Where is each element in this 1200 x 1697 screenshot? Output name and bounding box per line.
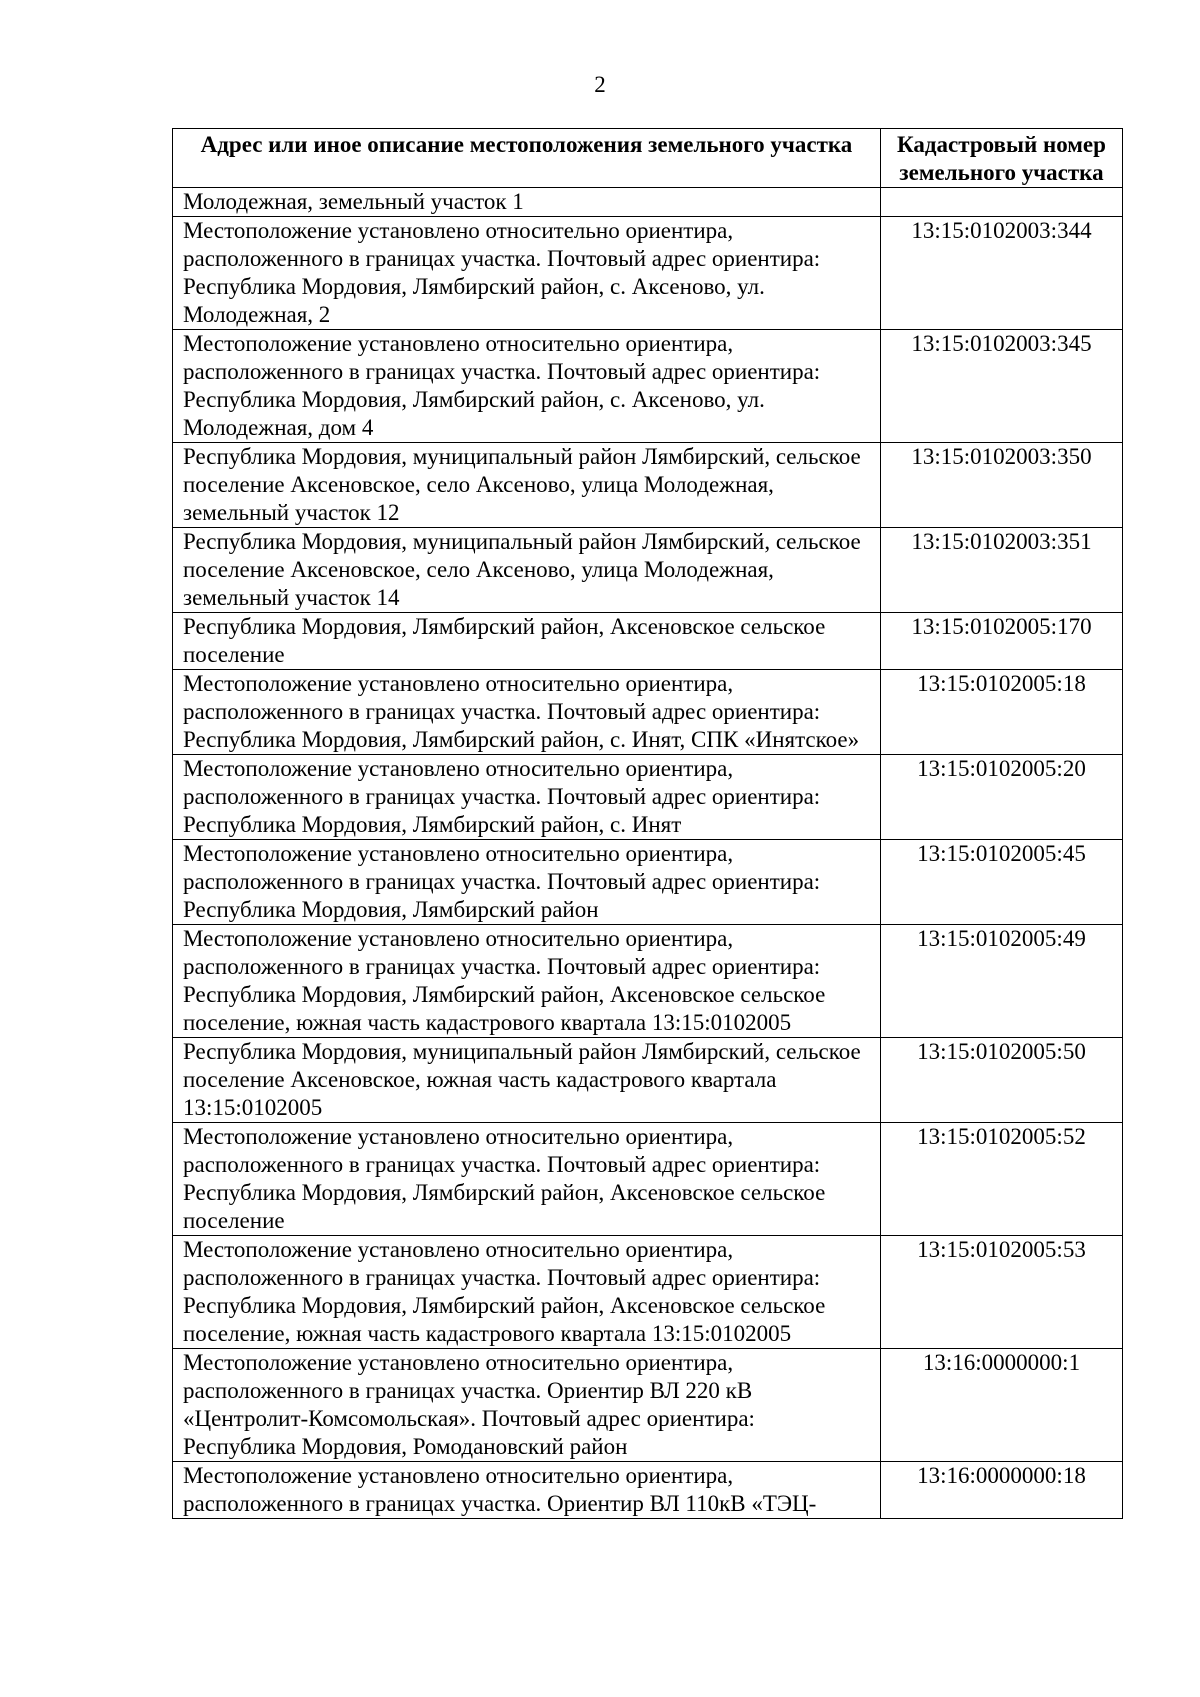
address-cell: Республика Мордовия, муниципальный район Лямбирский, сельское поселение Аксеновское, село Аксеново, улица Молодежная, земельный участок 12 bbox=[173, 443, 881, 528]
table-row bbox=[173, 217, 1123, 330]
address-cell: Местоположение установлено относительно ориентира, расположенного в границах участка. Ориентир ВЛ 110кВ «ТЭЦ- bbox=[173, 1462, 881, 1519]
page-number: 2 bbox=[594, 72, 606, 97]
cadastral-number-cell: 13:15:0102005:53 bbox=[881, 1236, 1123, 1349]
cadastral-number-cell: 13:15:0102003:350 bbox=[881, 443, 1123, 528]
address-cell: Республика Мордовия, Лямбирский район, Аксеновское сельское поселение bbox=[173, 613, 881, 670]
table-row bbox=[173, 1349, 1123, 1462]
table-row bbox=[173, 188, 1123, 217]
header-address: Адрес или иное описание местоположения земельного участка bbox=[173, 129, 881, 188]
table-row bbox=[173, 1236, 1123, 1349]
address-cell: Местоположение установлено относительно ориентира, расположенного в границах участка. Почтовый адрес ориентира: Республика Мордовия, Лямбирский район, Аксеновское сельское поселение bbox=[173, 1123, 881, 1236]
table-row bbox=[173, 330, 1123, 443]
table-row bbox=[173, 1123, 1123, 1236]
cadastral-number-cell: 13:16:0000000:18 bbox=[881, 1462, 1123, 1519]
table-row bbox=[173, 1462, 1123, 1519]
cadastral-number-cell: 13:15:0102003:345 bbox=[881, 330, 1123, 443]
cadastral-number-cell: 13:15:0102005:18 bbox=[881, 670, 1123, 755]
address-cell: Местоположение установлено относительно ориентира, расположенного в границах участка. Почтовый адрес ориентира: Республика Мордовия, Лямбирский район, с. Аксеново, ул. Молодежная, 2 bbox=[173, 217, 881, 330]
cadastral-number-cell: 13:16:0000000:1 bbox=[881, 1349, 1123, 1462]
table-header-row bbox=[173, 129, 1123, 188]
address-cell: Местоположение установлено относительно ориентира, расположенного в границах участка. Почтовый адрес ориентира: Республика Мордовия, Лямбирский район, с. Аксеново, ул. Молодежная, дом 4 bbox=[173, 330, 881, 443]
cadastral-number-cell: 13:15:0102005:52 bbox=[881, 1123, 1123, 1236]
cadastral-number-cell: 13:15:0102003:344 bbox=[881, 217, 1123, 330]
cadastral-number-cell: 13:15:0102005:49 bbox=[881, 925, 1123, 1038]
address-cell: Республика Мордовия, муниципальный район Лямбирский, сельское поселение Аксеновское, южная часть кадастрового квартала 13:15:0102005 bbox=[173, 1038, 881, 1123]
address-cell: Молодежная, земельный участок 1 bbox=[173, 188, 881, 217]
table-row bbox=[173, 925, 1123, 1038]
address-cell: Местоположение установлено относительно ориентира, расположенного в границах участка. Почтовый адрес ориентира: Республика Мордовия, Лямбирский район bbox=[173, 840, 881, 925]
cadastral-number-cell bbox=[881, 188, 1123, 217]
land-plots-table bbox=[172, 128, 1123, 1519]
cadastral-number-cell: 13:15:0102003:351 bbox=[881, 528, 1123, 613]
table-row bbox=[173, 528, 1123, 613]
table-row bbox=[173, 443, 1123, 528]
table-row bbox=[173, 755, 1123, 840]
header-cadastral-number: Кадастровый номер земельного участка bbox=[881, 129, 1123, 188]
cadastral-number-cell: 13:15:0102005:50 bbox=[881, 1038, 1123, 1123]
cadastral-number-cell: 13:15:0102005:20 bbox=[881, 755, 1123, 840]
table-row bbox=[173, 670, 1123, 755]
table-row bbox=[173, 840, 1123, 925]
table-row bbox=[173, 1038, 1123, 1123]
table-row bbox=[173, 613, 1123, 670]
address-cell: Местоположение установлено относительно ориентира, расположенного в границах участка. Почтовый адрес ориентира: Республика Мордовия, Лямбирский район, Аксеновское сельское поселение, южная часть кадастрового квартала 13:15:0102005 bbox=[173, 925, 881, 1038]
address-cell: Местоположение установлено относительно ориентира, расположенного в границах участка. Почтовый адрес ориентира: Республика Мордовия, Лямбирский район, с. Инят bbox=[173, 755, 881, 840]
address-cell: Местоположение установлено относительно ориентира, расположенного в границах участка. Почтовый адрес ориентира: Республика Мордовия, Лямбирский район, Аксеновское сельское поселение, южная часть кадастрового квартала 13:15:0102005 bbox=[173, 1236, 881, 1349]
address-cell: Местоположение установлено относительно ориентира, расположенного в границах участка. Ориентир ВЛ 220 кВ «Центролит-Комсомольская». Почтовый адрес ориентира: Республика Мордовия, Ромодановский район bbox=[173, 1349, 881, 1462]
address-cell: Республика Мордовия, муниципальный район Лямбирский, сельское поселение Аксеновское, село Аксеново, улица Молодежная, земельный участок 14 bbox=[173, 528, 881, 613]
address-cell: Местоположение установлено относительно ориентира, расположенного в границах участка. Почтовый адрес ориентира: Республика Мордовия, Лямбирский район, с. Инят, СПК «Инятское» bbox=[173, 670, 881, 755]
cadastral-number-cell: 13:15:0102005:45 bbox=[881, 840, 1123, 925]
cadastral-number-cell: 13:15:0102005:170 bbox=[881, 613, 1123, 670]
